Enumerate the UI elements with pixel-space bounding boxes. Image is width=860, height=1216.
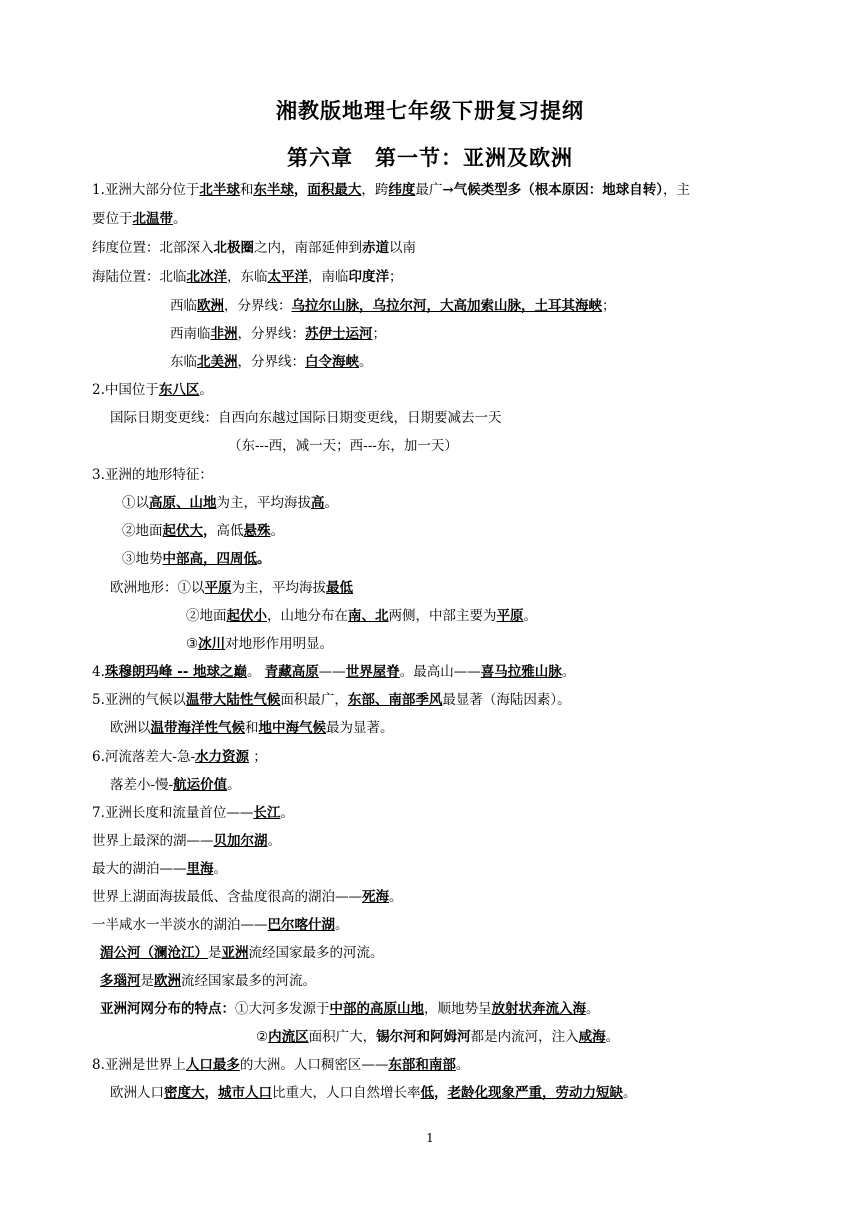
key-term: 非洲: [210, 326, 238, 342]
text-run: ，跨: [361, 182, 389, 198]
key-term: 青藏高原: [264, 664, 319, 680]
key-term: 航运价值: [173, 777, 228, 793]
text-run: 2.中国位于: [92, 382, 159, 398]
key-term: 冰川: [198, 636, 226, 652]
text-run: 。: [455, 1057, 470, 1073]
text-run: 欧洲人口: [110, 1085, 164, 1101]
text-run: 最广: [415, 182, 443, 198]
text-run: 。: [335, 917, 349, 933]
text-line: [110, 409, 502, 427]
text-run: 流经国家最多的河流。: [181, 973, 316, 989]
key-term: 东半球: [253, 182, 294, 198]
text-line: [92, 663, 575, 681]
text-run: ，: [203, 523, 217, 539]
text-run: 7.亚洲长度和流量首位——: [92, 805, 254, 821]
text-line: [110, 579, 353, 597]
key-term: 苏伊士运河: [305, 326, 373, 342]
chapter-heading: 第六章 第一节：亚洲及欧洲: [287, 146, 573, 170]
text-line: [100, 1000, 600, 1018]
text-run: （东---西，减一天；西---东，加一天）: [228, 438, 458, 454]
key-term: 东八区: [158, 382, 200, 398]
text-line: [92, 1056, 469, 1074]
key-term: 温带大陆性气候: [185, 692, 281, 708]
text-run: 最显著（海陆因素）。: [442, 692, 571, 708]
text-run: 一半咸水一半淡水的湖泊——: [92, 917, 268, 933]
key-term: 平原: [496, 608, 524, 624]
text-run: 。: [247, 664, 265, 680]
text-run: 3.亚洲的地形特征：: [92, 467, 213, 483]
text-line: [92, 181, 690, 199]
text-run: 。: [605, 1029, 620, 1045]
key-term: 咸海: [578, 1029, 606, 1045]
text-run: 和: [245, 720, 259, 736]
text-run: ②地面: [122, 523, 163, 539]
text-run: ②地面: [186, 608, 227, 624]
key-term: 湄公河（澜沧江）: [100, 945, 208, 961]
text-line: [100, 944, 384, 962]
key-term: 面积最大: [307, 182, 362, 198]
key-term: 长江: [253, 805, 281, 821]
text-run: 和: [239, 182, 254, 198]
text-run: ，南临: [308, 269, 349, 285]
text-run: 要位于: [92, 211, 133, 227]
key-term: 北冰洋: [186, 269, 227, 285]
key-term: 北美洲: [197, 354, 238, 370]
key-term: 平原: [204, 580, 232, 596]
text-run: 东临: [170, 354, 197, 370]
text-run: 8.亚洲是世界上: [92, 1057, 186, 1073]
key-term: 太平洋: [267, 269, 308, 285]
text-run: 。: [213, 861, 227, 877]
key-term: 城市人口: [218, 1085, 272, 1101]
document-title: 湘教版地理七年级下册复习提纲: [276, 99, 584, 123]
text-run: 世界上最深的湖——: [92, 833, 214, 849]
text-run: 国际日期变更线：自西向东越过国际日期变更线，日期要减去一天: [110, 410, 502, 426]
text-run: 之内，南部延伸到: [254, 240, 362, 256]
key-term: 欧洲: [154, 973, 181, 989]
text-line: [92, 239, 416, 257]
text-line: [92, 860, 227, 878]
key-term: 亚洲: [221, 945, 249, 961]
text-run: 4.: [92, 664, 105, 680]
text-run: 。: [227, 777, 241, 793]
text-run: 锡尔河和阿姆河: [376, 1029, 471, 1045]
text-run: 5.亚洲的气候以: [92, 692, 186, 708]
text-line: [110, 1084, 637, 1102]
text-line: [92, 832, 281, 850]
text-line: [228, 437, 458, 455]
text-line: [256, 1028, 619, 1046]
text-line: [170, 325, 386, 343]
text-run: 亚洲河网分布的特点：: [100, 1001, 235, 1017]
key-term: 纬度: [388, 182, 416, 198]
text-run: 的大洲。人口稠密区——: [239, 1057, 389, 1073]
text-run: 为主，平均海拔: [231, 580, 326, 596]
text-run: 比重大，人口自然增长率: [272, 1085, 421, 1101]
key-term: 最低: [326, 580, 353, 596]
text-run: 。: [523, 608, 537, 624]
text-line: [170, 353, 373, 371]
key-term: 乌拉尔山脉，乌拉尔河，大高加索山脉，土耳其海峡: [291, 298, 602, 314]
key-term: 中部的高原山地: [329, 1001, 424, 1017]
key-term: 珠穆朗玛峰 -- 地球之巅: [104, 664, 247, 680]
key-term: 白令海峡: [305, 354, 359, 370]
text-run: ①以: [122, 495, 149, 511]
text-line: [186, 635, 333, 653]
key-term: 喜马拉雅山脉: [480, 664, 562, 680]
text-line: [92, 804, 294, 822]
text-run: 世界上湖面海拔最低、含盐度很高的湖泊——: [92, 889, 362, 905]
key-term: 北半球: [199, 182, 240, 198]
key-term: 低: [420, 1085, 434, 1101]
text-run: 西南临: [170, 326, 211, 342]
key-term: 东部和南部: [388, 1057, 456, 1073]
key-term: 南、北: [348, 608, 389, 624]
text-run: ③: [186, 636, 199, 652]
text-line: [92, 210, 187, 228]
page-number: 1: [426, 1131, 434, 1145]
text-run: ，分界线：: [237, 354, 305, 370]
text-line: [92, 748, 267, 766]
key-term: 多瑙河: [100, 973, 141, 989]
key-term: 高: [311, 495, 325, 511]
text-run: ；: [389, 269, 403, 285]
text-run: 海陆位置：北临: [92, 269, 187, 285]
text-run: 纬度位置：北部深入: [92, 240, 214, 256]
key-term: 密度大: [164, 1085, 205, 1101]
text-line: [92, 268, 403, 286]
text-line: [100, 972, 316, 990]
key-term: 内流区: [268, 1029, 309, 1045]
text-line: [186, 607, 537, 625]
text-run: ，主: [662, 182, 690, 198]
text-run: 1.亚洲大部分位于: [92, 182, 200, 198]
text-run: 。: [324, 495, 338, 511]
text-run: ，山地分布在: [267, 608, 348, 624]
text-line: [92, 916, 349, 934]
text-run: 对地形作用明显。: [225, 636, 334, 652]
text-run: 以南: [389, 240, 416, 256]
text-run: 。: [257, 551, 271, 567]
text-run: 。: [270, 523, 284, 539]
text-run: 北极圈: [213, 240, 254, 256]
key-term: 贝加尔湖: [213, 833, 268, 849]
text-run: 西临: [170, 298, 197, 314]
key-term: 北温带: [132, 211, 173, 227]
text-run: 欧洲地形：①以: [110, 580, 205, 596]
text-run: 。: [586, 1001, 600, 1017]
key-term: 地中海气候: [258, 720, 326, 736]
key-term: 高原、山地: [149, 495, 217, 511]
key-term: 放射状奔流入海: [491, 1001, 586, 1017]
text-run: 赤道: [362, 240, 389, 256]
key-term: 巴尔喀什湖: [267, 917, 335, 933]
text-run: 。: [173, 211, 187, 227]
text-run: ，分界线：: [224, 298, 292, 314]
text-line: [110, 719, 394, 737]
text-run: ，: [434, 1085, 448, 1101]
text-line: [122, 522, 284, 540]
text-run: 。: [561, 664, 576, 680]
text-run: 为主，平均海拔: [216, 495, 311, 511]
key-term: 人口最多: [185, 1057, 240, 1073]
text-run: 。: [280, 805, 294, 821]
key-term: 里海: [186, 861, 214, 877]
text-run: ，分界线：: [237, 326, 305, 342]
text-run: ，: [204, 1085, 218, 1101]
text-run: →气候类型多（根本原因：地球自转）: [442, 182, 663, 198]
text-run: 最为显著。: [326, 720, 394, 736]
key-term: 起伏大: [162, 523, 203, 539]
text-run: ②: [256, 1029, 269, 1045]
text-run: 面积广大，: [308, 1029, 377, 1045]
text-line: [92, 466, 213, 484]
text-line: [122, 550, 271, 568]
text-run: 两侧，中部主要为: [388, 608, 497, 624]
text-line: [92, 888, 403, 906]
key-term: 中部高，四周低: [162, 551, 257, 567]
text-run: ——: [318, 664, 346, 680]
key-term: 死海: [362, 889, 389, 905]
text-line: [110, 776, 241, 794]
text-run: 是: [208, 945, 222, 961]
text-line: [92, 691, 571, 709]
text-run: ③地势: [122, 551, 163, 567]
key-term: 温带海洋性气候: [150, 720, 245, 736]
text-run: 欧洲以: [110, 720, 151, 736]
text-line: [122, 494, 338, 512]
text-run: 。: [267, 833, 281, 849]
text-run: 最大的湖泊——: [92, 861, 187, 877]
text-run: ，: [293, 182, 308, 198]
text-run: 是: [140, 973, 154, 989]
text-run: 面积最广，: [280, 692, 348, 708]
text-run: 。最高山——: [399, 664, 481, 680]
text-run: 。: [389, 889, 403, 905]
key-term: 悬殊: [243, 523, 271, 539]
text-line: [170, 297, 616, 315]
text-run: ，东临: [227, 269, 268, 285]
text-run: 。: [359, 354, 373, 370]
text-run: 高低: [216, 523, 244, 539]
text-run: ；: [249, 749, 267, 765]
text-run: 。: [199, 382, 213, 398]
text-run: ，顺地势呈: [424, 1001, 492, 1017]
text-run: ；: [372, 326, 386, 342]
text-run: 印度洋: [348, 269, 389, 285]
text-line: [92, 381, 213, 399]
key-term: 东部、南部季风: [347, 692, 443, 708]
text-run: 流经国家最多的河流。: [248, 945, 384, 961]
text-run: 。: [623, 1085, 637, 1101]
key-term: 欧洲: [197, 298, 224, 314]
text-run: 6.河流落差大-急-: [92, 749, 196, 765]
key-term: 水力资源: [195, 749, 250, 765]
key-term: 世界屋脊: [345, 664, 400, 680]
key-term: 老龄化现象严重，劳动力短缺: [447, 1085, 623, 1101]
key-term: 起伏小: [226, 608, 267, 624]
text-run: ①大河多发源于: [235, 1001, 330, 1017]
text-run: 落差小-慢-: [110, 777, 174, 793]
text-run: ；: [602, 298, 616, 314]
text-run: 都是内流河，注入: [470, 1029, 579, 1045]
